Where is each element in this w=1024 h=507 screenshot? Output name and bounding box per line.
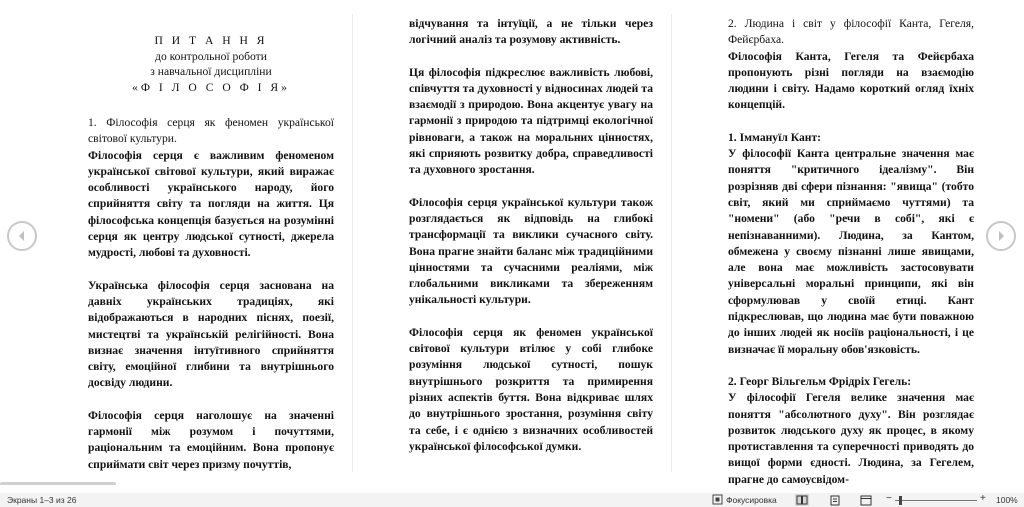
question-1-heading: 1. Філософія серця як феномен української світової культури. <box>88 116 334 146</box>
horizontal-scrollbar[interactable] <box>0 482 116 485</box>
web-icon <box>860 495 872 506</box>
paragraph: У філософії Канта центральне значення має поняття "критичного ідеалізму". Він розрізняв дві сфери пізнання: "явища" (тобто світ, який ми сприймаємо чуттями) та "номени" (або "речи в собі", які є непізнаванними). Людина, за Кантом, обмежена у своєму пізнанні лише явищами, але вона має можливість застосовувати універсальні моральні принципи, які він сформулював у своїй етиці. Кант підкреслював, що людина має бути поважною до інших людей як носіїв раціональності, і це визначає її моральну обов'язковість. <box>728 147 974 356</box>
status-bar <box>0 493 1024 507</box>
column-divider <box>352 14 353 472</box>
title-line-1: П И Т А Н Н Я <box>154 34 268 47</box>
next-page-button[interactable] <box>986 221 1016 251</box>
prev-page-button[interactable] <box>7 221 37 251</box>
page-column-1 <box>88 16 334 485</box>
kant-heading: 1. Іммануїл Кант: <box>728 130 822 144</box>
title-line-2: до контрольної роботи <box>155 49 267 63</box>
paragraph: відчування та інтуїції, а не тільки через логічний аналіз та розумову активність. <box>409 17 653 47</box>
page-count[interactable]: Экраны 1–3 из 26 <box>7 495 77 505</box>
paragraph: Ця філософія підкреслює важливість любові, співчуття та духовності у відносинах людей та взаємодії з природою. Вона акцентує увагу на гармонії з природою та підтримці екологічної рівноваги, а також на моральних цінностях, які сприяють розвитку добра, справедливості та духовного зростання. <box>409 65 653 177</box>
paragraph: У філософії Гегеля велике значення має поняття "абсолютного духу". Він розглядає розвиток людського духу як процес, в якому протиставлення та суперечності приводять до вищої форми єдності. Людина, за Гегелем, прагне до самоусвідом- <box>728 391 974 485</box>
chevron-left-icon <box>16 230 28 242</box>
document-title <box>88 33 334 95</box>
page-column-2 <box>409 16 653 471</box>
read-mode-button[interactable] <box>795 494 809 506</box>
chevron-right-icon <box>995 230 1007 242</box>
focus-mode-button[interactable] <box>712 494 777 505</box>
paragraph: Філософія серця є важливим феноменом української світової культури, який виражає особливості українського народу, його сприйняття світу та погляди на життя. Ця філософська концепція базується на розумінні серця як центру людської сутності, джерела мудрості, любові та духовності. <box>88 148 334 260</box>
paragraph: Філософія серця наголошує на значенні гармонії між розумом і почуттями, раціональним та емоційним. Вона пропонує сприймати світ через призму почуттів, <box>88 408 334 471</box>
zoom-slider-thumb[interactable] <box>899 496 902 505</box>
title-line-3: з навчальної дисципліни <box>150 65 272 78</box>
page-icon <box>830 495 840 506</box>
paragraph: Філософія Канта, Гегеля та Фейєрбаха пропонують різні погляди на взаємодію людини і світу. Надамо короткий огляд їхніх концепцій. <box>728 49 974 112</box>
zoom-level[interactable]: 100% <box>996 495 1018 505</box>
focus-label: Фокусировка <box>726 494 777 505</box>
paragraph: Філософія серця української культури також розглядається як відповідь на глибокі трансформації та виклики сучасного світу. Вона прагне знайти баланс між традиційними цінностями та сучасними реаліями, між глобальними викликами та збереженням унікальності культури. <box>409 195 653 307</box>
paragraph: Українська філософія серця заснована на давніх українських традиціях, які відображаються в народних піснях, поезії, мистецтві та українській релігійності. Вона визнає значення інтуїтивного сприйняття світу, емоційної глибини та внутрішнього досвіду людини. <box>88 278 334 390</box>
paragraph: Філософія серця як феномен української світової культури втілює у собі глибоке розуміння людської сутності, пошук внутрішнього розкриття та примирення різних аспектів буття. Вона відкриває шлях до внутрішнього зростання, розуміння світу та себе, і є однією з визначних особливостей української філософської думки. <box>409 325 653 453</box>
book-icon <box>796 495 808 505</box>
zoom-in-button[interactable]: + <box>980 493 986 504</box>
question-2-heading: 2. Людина і світ у філософії Канта, Гегеля, Фейєрбаха. <box>728 17 974 47</box>
column-divider <box>671 14 672 472</box>
zoom-slider[interactable] <box>895 500 977 501</box>
web-layout-button[interactable] <box>859 494 873 506</box>
focus-icon <box>712 494 723 505</box>
page-column-3 <box>728 16 974 485</box>
hegel-heading: 2. Георг Вільгельм Фрідріх Гегель: <box>728 374 912 388</box>
title-line-4: «Ф І Л О С О Ф І Я» <box>132 80 290 94</box>
print-layout-button[interactable] <box>828 494 842 506</box>
zoom-out-button[interactable]: − <box>886 493 892 504</box>
